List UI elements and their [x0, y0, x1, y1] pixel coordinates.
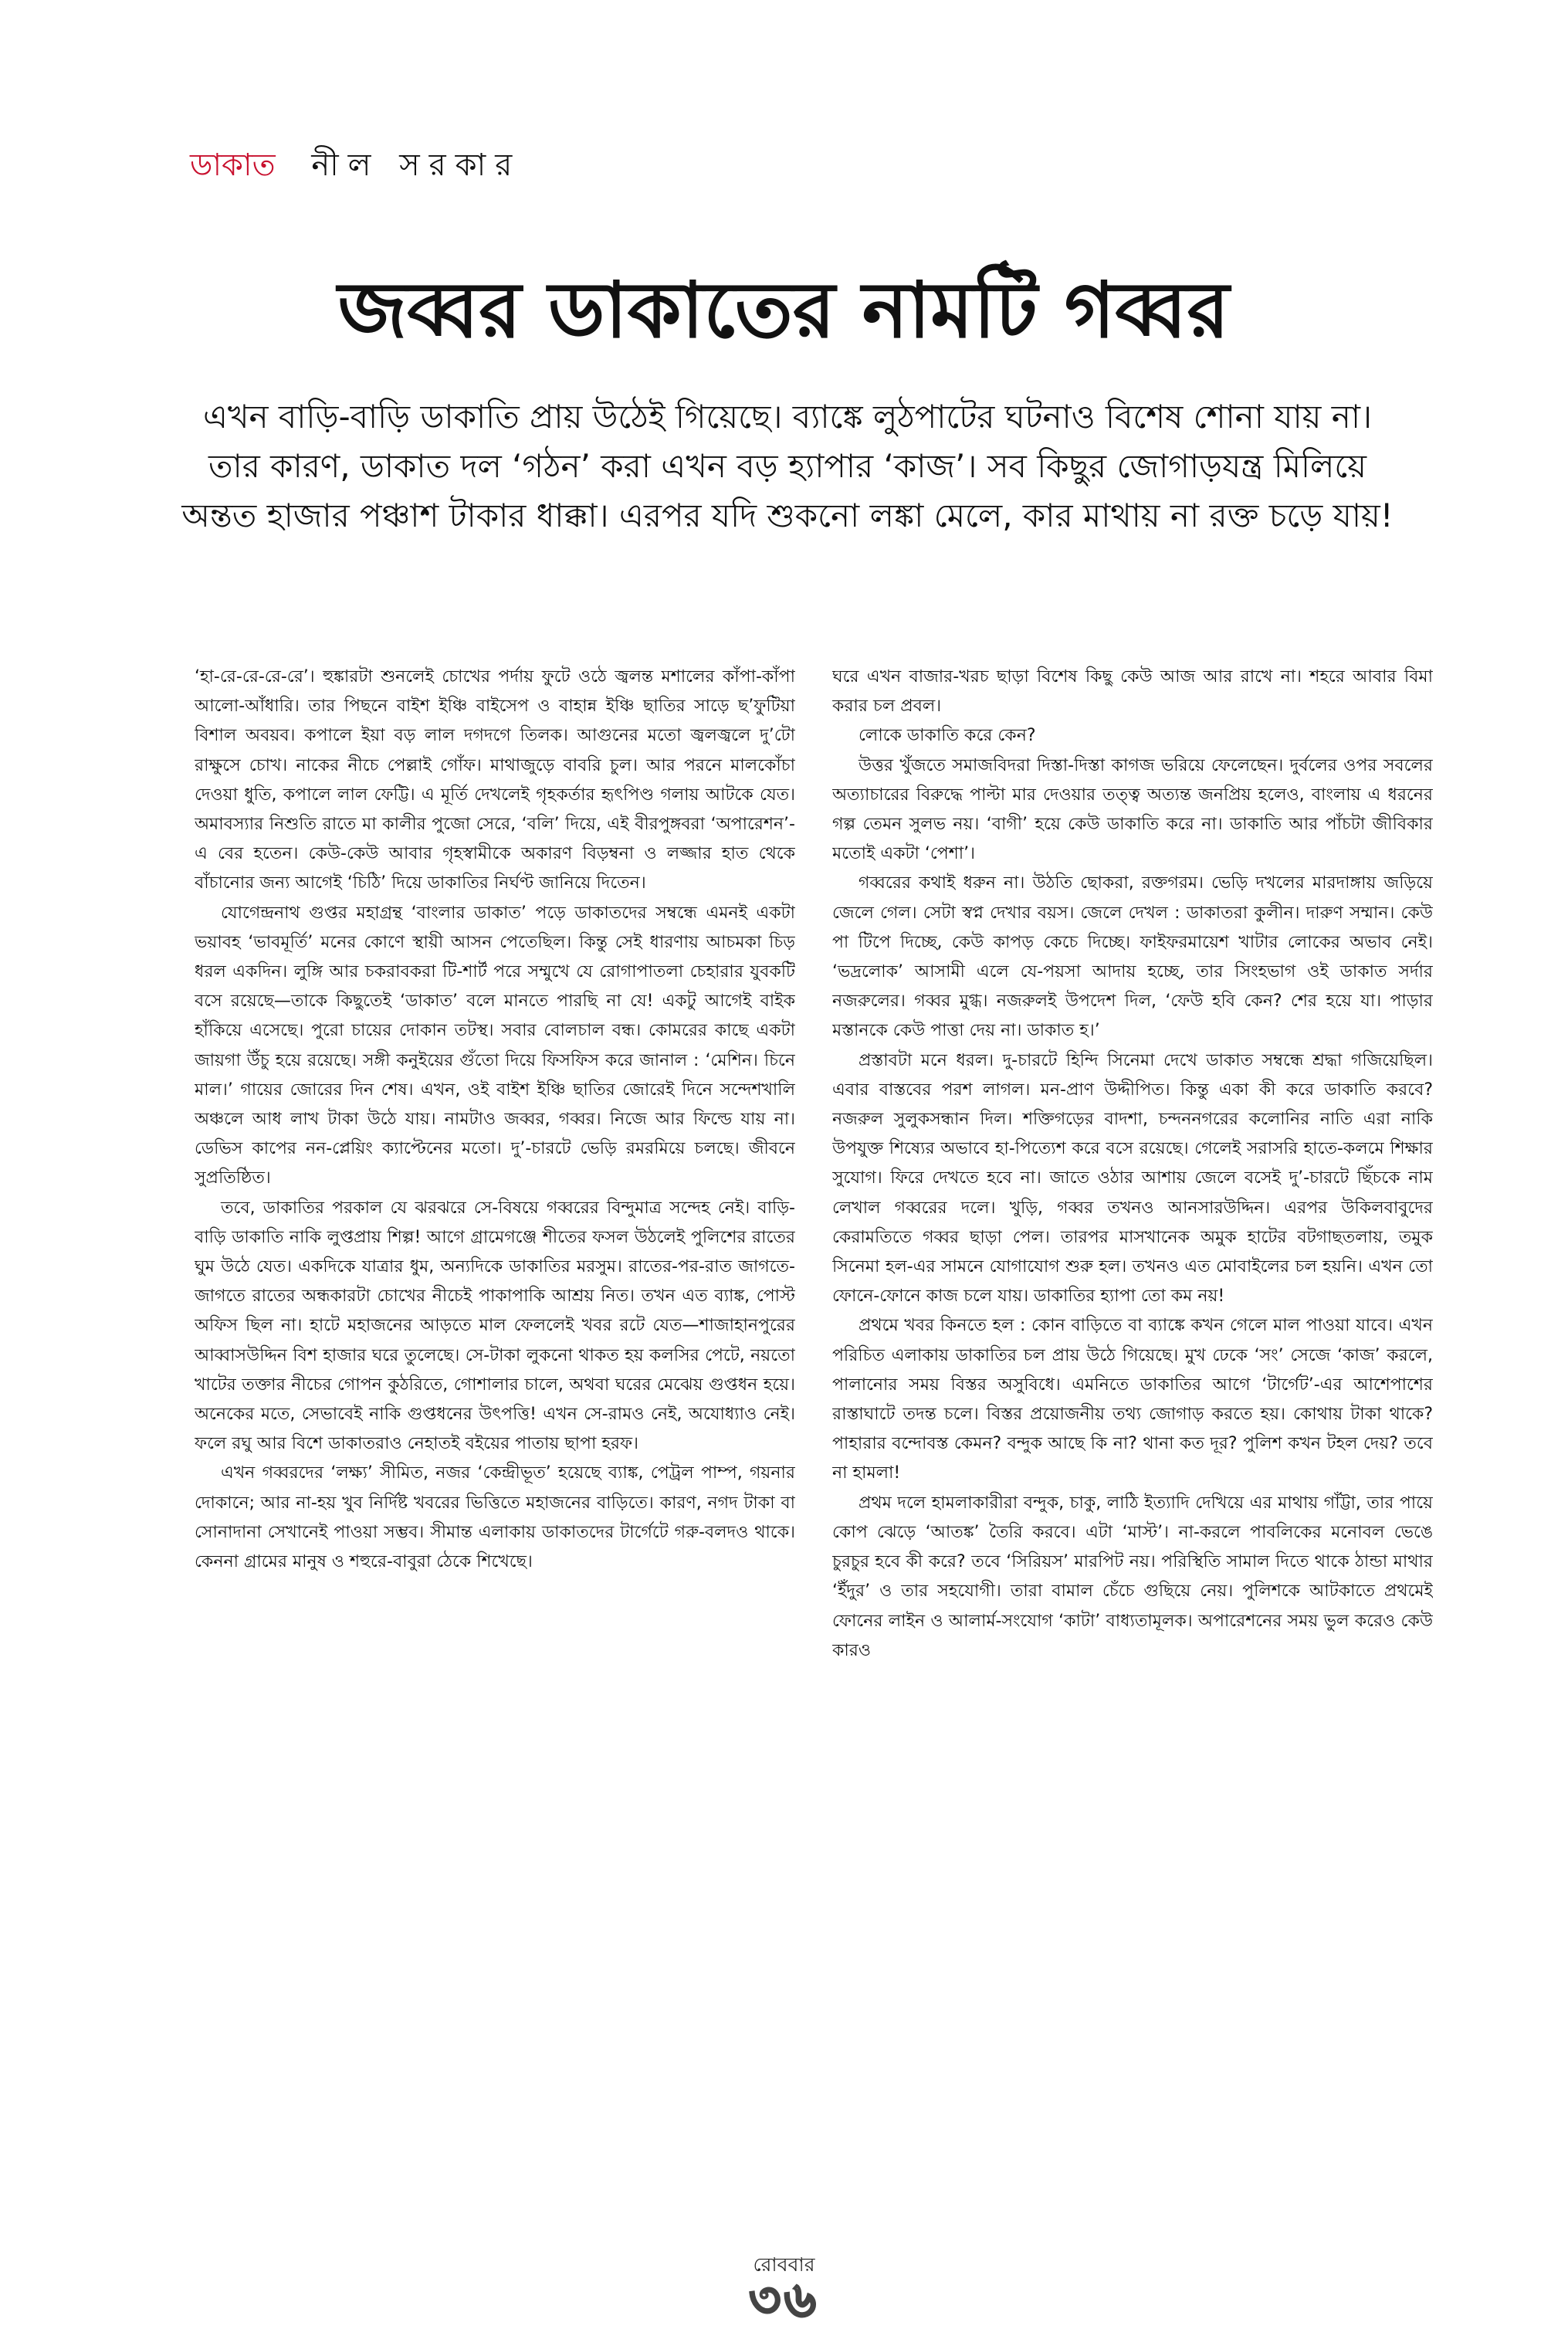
body-column-right [832, 663, 1433, 2216]
paragraph: প্রথম দলে হামলাকারীরা বন্দুক, চাকু, লাঠি ইত্যাদি দেখিয়ে এর মাথায় গাঁট্টা, তার পায়ে কোপ ঝেড়ে ‘আতঙ্ক’ তৈরি করবে। এটা ‘মাস্ট’। না-করলে পাবলিকের মনোবল ভেঙে চুরচুর হবে কী করে? তবে ‘সিরিয়স’ মারপিট নয়। পরিস্থিতি সামাল দিতে থাকে ঠান্ডা মাথার ‘ইঁদুর’ ও তার সহযোগী। তারা বামাল চেঁচে গুছিয়ে নেয়। পুলিশকে আটকাতে প্রথমেই ফোনের লাইন ও আলার্ম-সংযোগ ‘কাটা’ বাধ্যতামূলক। অপারেশনের সময় ভুল করেও কেউ কারও [832, 1493, 1433, 1660]
paragraph: উত্তর খুঁজতে সমাজবিদরা দিস্তা-দিস্তা কাগজ ভরিয়ে ফেলেছেন। দুর্বলের ওপর সবলের অত্যাচারের বিরুদ্ধে পাল্টা মার দেওয়ার তত্ত্ব অত্যন্ত জনপ্রিয় হলেও, বাংলায় এ ধরনের গল্প তেমন সুলভ নয়। ‘বাগী’ হয়ে কেউ ডাকাতি করে না। ডাকাতি আর পাঁচটা জীবিকার মতোই একটা ‘পেশা’। [832, 755, 1433, 864]
paragraph: তবে, ডাকাতির পরকাল যে ঝরঝরে সে-বিষয়ে গব্বরের বিন্দুমাত্র সন্দেহ নেই। বাড়ি-বাড়ি ডাকাতি নাকি লুপ্তপ্রায় শিল্প! আগে গ্রামেগঞ্জে শীতের ফসল উঠলেই পুলিশের রাতের ঘুম উঠে যেত। একদিকে যাত্রার ধুম, অন্যদিকে ডাকাতির মরসুম। রাতের-পর-রাত জাগতে-জাগতে রাতের অন্ধকারটা চোখের নীচেই পাকাপাকি আশ্রয় নিত। তখন এত ব্যাঙ্ক, পোস্ট অফিস ছিল না। হাটে মহাজনের আড়তে মাল ফেললেই খবর রটে যেত—শাজাহানপুরের আব্বাসউদ্দিন বিশ হাজার ঘরে তুলেছে। সে-টাকা লুকনো থাকত হয় কলসির পেটে, নয়তো খাটের তক্তার নীচের গোপন কুঠরিতে, গোশালার চালে, অথবা ঘরের মেঝেয় গুপ্তধন হয়ে। অনেকের মতে, সেভাবেই নাকি গুপ্তধনের উৎপত্তি! এখন সে-রামও নেই, অযোধ্যাও নেই। ফলে রঘু আর বিশে ডাকাতরাও নেহাতই বইয়ের পাতায় ছাপা হরফ। [195, 1198, 795, 1454]
article-headline: জব্বর ডাকাতের নামটি গব্বর [337, 265, 1230, 355]
article-standfirst: এখন বাড়ি-বাড়ি ডাকাতি প্রায় উঠেই গিয়েছে। ব্যাঙ্কে লুঠপাটের ঘটনাও বিশেষ শোনা যায় না। তার কারণ, ডাকাত দল ‘গঠন’ করা এখন বড় হ্যাপার ‘কাজ’। সব কিছুর জোগাড়যন্ত্র মিলিয়ে অন্তত হাজার পঞ্চাশ টাকার ধাক্কা। এরপর যদি শুকনো লঙ্কা মেলে, কার মাথায় না রক্ত চড়ে যায়! [181, 398, 1394, 534]
paragraph: প্রথমে খবর কিনতে হল : কোন বাড়িতে বা ব্যাঙ্কে কখন গেলে মাল পাওয়া যাবে। এখন পরিচিত এলাকায় ডাকাতির চল প্রায় উঠে গিয়েছে। মুখ ঢেকে ‘সং’ সেজে ‘কাজ’ করলে, পালানোর সময় বিস্তর অসুবিধে। এমনিতে ডাকাতির আগে ‘টার্গেট’-এর আশেপাশের রাস্তাঘাটে তদন্ত চলে। বিস্তর প্রয়োজনীয় তথ্য জোগাড় করতে হয়। কোথায় টাকা থাকে? পাহারার বন্দোবস্ত কেমন? বন্দুক আছে কি না? থানা কত দূর? পুলিশ কখন টহল দেয়? তবে না হামলা! [832, 1316, 1433, 1483]
magazine-name: রোববার [753, 2253, 815, 2276]
section-kicker [190, 144, 521, 187]
paragraph: গব্বরের কথাই ধরুন না। উঠতি ছোকরা, রক্তগরম। ভেড়ি দখলের মারদাঙ্গায় জড়িয়ে জেলে গেল। সেটা স্বপ্ন দেখার বয়স। জেলে দেখল : ডাকাতরা কুলীন। দারুণ সম্মান। কেউ পা টিপে দিচ্ছে, কেউ কাপড় কেচে দিচ্ছে। ফাইফরমায়েশ খাটার লোকের অভাব নেই। ‘ভদ্রলোক’ আসামী এলে যে-পয়সা আদায় হচ্ছে, তার সিংহভাগ ওই ডাকাত সর্দার নজরুলের। গব্বর মুগ্ধ। নজরুলই উপদেশ দিল, ‘ফেউ হবি কেন? শের হয়ে যা। পাড়ার মস্তানকে কেউ পাত্তা দেয় না। ডাকাত হ।’ [832, 873, 1433, 1041]
section-label: ডাকাত [190, 147, 276, 183]
paragraph: ‘হা-রে-রে-রে-রে’। হুঙ্কারটা শুনলেই চোখের পর্দায় ফুটে ওঠে জ্বলন্ত মশালের কাঁপা-কাঁপা আলো-আঁধারি। তার পিছনে বাইশ ইঞ্চি বাইসেপ ও বাহান্ন ইঞ্চি ছাতির সাড়ে ছ’ফুটিয়া বিশাল অবয়ব। কপালে ইয়া বড় লাল দগদগে তিলক। আগুনের মতো জ্বলজ্বলে দু’টো রাক্ষুসে চোখ। নাকের নীচে পেল্লাই গোঁফ। মাথাজুড়ে বাবরি চুল। আর পরনে মালকোঁচা দেওয়া ধুতি, কপালে লাল ফেট্টি। এ মূর্তি দেখলেই গৃহকর্তার হৃৎপিণ্ড গলায় আটকে যেত। অমাবস্যার নিশুতি রাতে মা কালীর পুজো সেরে, ‘বলি’ দিয়ে, এই বীরপুঙ্গবরা ‘অপারেশন’-এ বের হতেন। কেউ-কেউ আবার গৃহস্বামীকে অকারণ বিড়ম্বনা ও লজ্জার হাত থেকে বাঁচানোর জন্য আগেই ‘চিঠি’ দিয়ে ডাকাতির নির্ঘণ্ট জানিয়ে দিতেন। [195, 667, 795, 893]
paragraph: ঘরে এখন বাজার-খরচ ছাড়া বিশেষ কিছু কেউ আজ আর রাখে না। শহরে আবার বিমা করার চল প্রবল। [832, 667, 1433, 717]
page-footer [0, 2253, 1568, 2329]
author-byline: নীল সরকার [311, 147, 522, 183]
paragraph: এখন গব্বরদের ‘লক্ষ্য’ সীমিত, নজর ‘কেন্দ্রীভূত’ হয়েছে ব্যাঙ্ক, পেট্রল পাম্প, গয়নার দোকানে; আর না-হয় খুব নির্দিষ্ট খবরের ভিত্তিতে মহাজনের বাড়িতে। কারণ, নগদ টাকা বা সোনাদানা সেখানেই পাওয়া সম্ভব। সীমান্ত এলাকায় ডাকাতদের টার্গেটে গরু-বলদও থাকে। কেননা গ্রামের মানুষ ও শহুরে-বাবুরা ঠেকে শিখেছে। [195, 1463, 795, 1572]
page-number: ৩৬ [748, 2272, 820, 2329]
body-column-left [195, 663, 795, 2216]
paragraph: লোকে ডাকাতি করে কেন? [859, 726, 1036, 746]
article-body [195, 663, 1433, 2216]
paragraph: যোগেন্দ্রনাথ গুপ্তর মহাগ্রন্থ ‘বাংলার ডাকাত’ পড়ে ডাকাতদের সম্বন্ধে এমনই একটা ভয়াবহ ‘ভাবমূর্তি’ মনের কোণে স্থায়ী আসন পেতেছিল। কিন্তু সেই ধারণায় আচমকা চিড় ধরল একদিন। লুঙ্গি আর চকরাবকরা টি-শার্ট পরে সম্মুখে যে রোগাপাতলা চেহারার যুবকটি বসে রয়েছে—তাকে কিছুতেই ‘ডাকাত’ বলে মানতে পারছি না যে! একটু আগেই বাইক হাঁকিয়ে এসেছে। পুরো চায়ের দোকান তটস্থ। সবার বোলচাল বন্ধ। কোমরের কাছে একটা জায়গা উঁচু হয়ে রয়েছে। সঙ্গী কনুইয়ের গুঁতো দিয়ে ফিসফিস করে জানাল : ‘মেশিন। চিনে মাল।’ গায়ের জোরের দিন শেষ। এখন, ওই বাইশ ইঞ্চি ছাতির জোরেই দিনে সন্দেশখালি অঞ্চলে আধ লাখ টাকা উঠে যায়। নামটাও জব্বর, গব্বর। নিজে আর ফিল্ডে যায় না। ডেভিস কাপের নন-প্লেয়িং ক্যাপ্টেনের মতো। দু’-চারটে ভেড়ি রমরমিয়ে চলছে। জীবনে সুপ্রতিষ্ঠিত। [195, 903, 795, 1188]
paragraph: প্রস্তাবটা মনে ধরল। দু-চারটে হিন্দি সিনেমা দেখে ডাকাত সম্বন্ধে শ্রদ্ধা গজিয়েছিল। এবার বাস্তবের পরশ লাগল। মন-প্রাণ উদ্দীপিত। কিন্তু একা কী করে ডাকাতি করবে? নজরুল সুলুকসন্ধান দিল। শক্তিগড়ের বাদশা, চন্দননগরের কলোনির নাতি এরা নাকি উপযুক্ত শিষ্যের অভাবে হা-পিত্যেশ করে বসে রয়েছে। গেলেই সরাসরি হাতে-কলমে শিক্ষার সুযোগ। ফিরে দেখতে হবে না। জাতে ওঠার আশায় জেলে বসেই দু’-চারটে ছিঁচকে নাম লেখাল গব্বরের দলে। খুড়ি, গব্বর তখনও আনসারউদ্দিন। এরপর উকিলবাবুদের কেরামতিতে গব্বর ছাড়া পেল। তারপর মাসখানেক অমুক হাটের বটগাছতলায়, তমুক সিনেমা হল-এর সামনে যোগাযোগ শুরু হল। তখনও এত মোবাইলের চল হয়নি। এখন তো ফোনে-ফোনে কাজ চলে যায়। ডাকাতির হ্যাপা তো কম নয়! [832, 1050, 1433, 1307]
